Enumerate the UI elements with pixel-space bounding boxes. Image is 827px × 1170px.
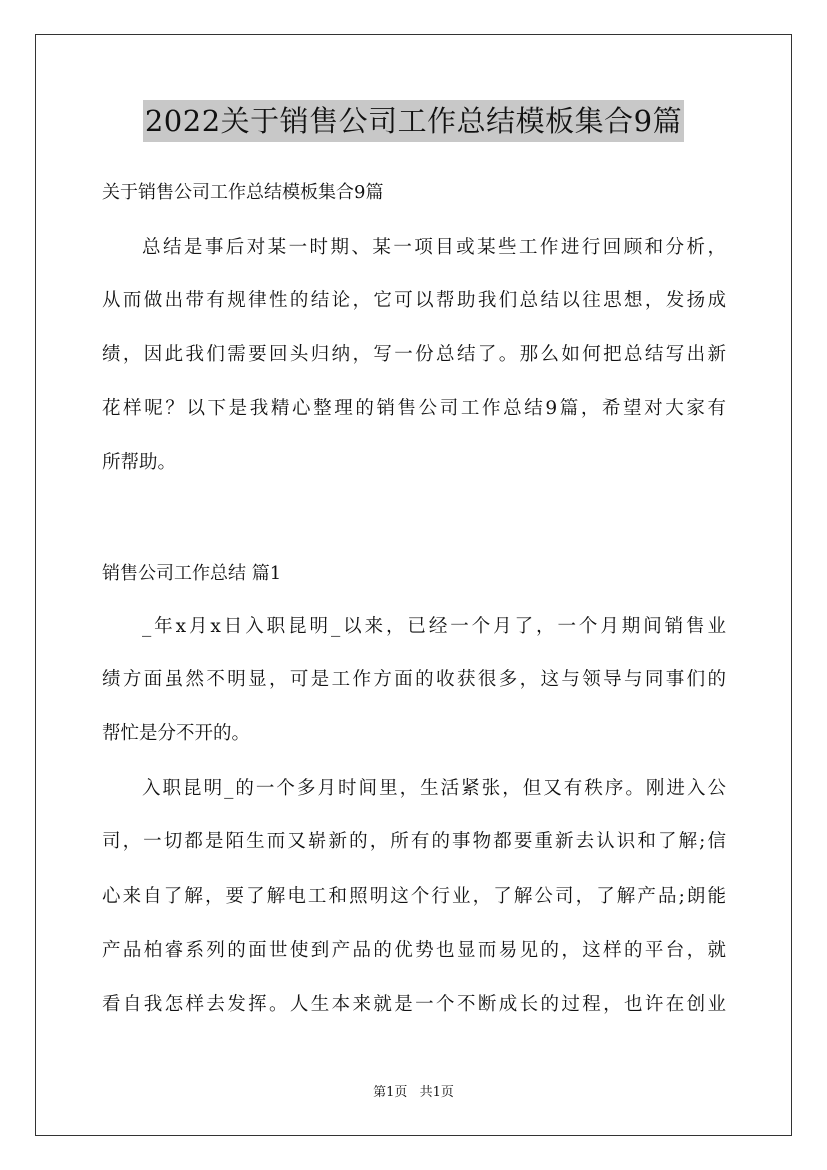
section-heading: 销售公司工作总结 篇1 [102, 563, 282, 584]
paragraph-line: 入职昆明_的一个多月时间里，生活紧张，但又有秩序。刚进入公 [142, 778, 726, 799]
document-subtitle: 关于销售公司工作总结模板集合9篇 [102, 182, 384, 203]
intro-line: 从而做出带有规律性的结论，它可以帮助我们总结以往思想，发扬成 [102, 290, 726, 311]
paragraph-line: 心来自了解，要了解电工和照明这个行业，了解公司，了解产品;朗能 [102, 886, 726, 907]
paragraph-line: _年x月x日入职昆明_以来，已经一个月了，一个月期间销售业 [142, 616, 726, 637]
document-title: 2022关于销售公司工作总结模板集合9篇 [143, 100, 684, 142]
page-number: 第1页 [373, 1085, 408, 1100]
intro-line: 总结是事后对某一时期、某一项目或某些工作进行回顾和分析， [142, 237, 726, 258]
paragraph-line: 司，一切都是陌生而又崭新的，所有的事物都要重新去认识和了解;信 [102, 831, 726, 852]
paragraph-line: 产品柏睿系列的面世使到产品的优势也显而易见的，这样的平台，就 [102, 940, 726, 961]
paragraph-line: 看自我怎样去发挥。人生本来就是一个不断成长的过程，也许在创业 [102, 994, 726, 1015]
intro-line: 绩，因此我们需要回头归纳，写一份总结了。那么如何把总结写出新 [102, 344, 726, 365]
intro-line: 所帮助。 [102, 452, 177, 473]
paragraph-line: 帮忙是分不开的。 [102, 723, 251, 744]
paragraph-line: 绩方面虽然不明显，可是工作方面的收获很多，这与领导与同事们的 [102, 669, 726, 690]
page-total: 共1页 [419, 1085, 454, 1100]
intro-line: 花样呢？以下是我精心整理的销售公司工作总结9篇，希望对大家有 [102, 398, 726, 419]
page-footer [0, 1083, 827, 1103]
title-container [0, 100, 827, 142]
